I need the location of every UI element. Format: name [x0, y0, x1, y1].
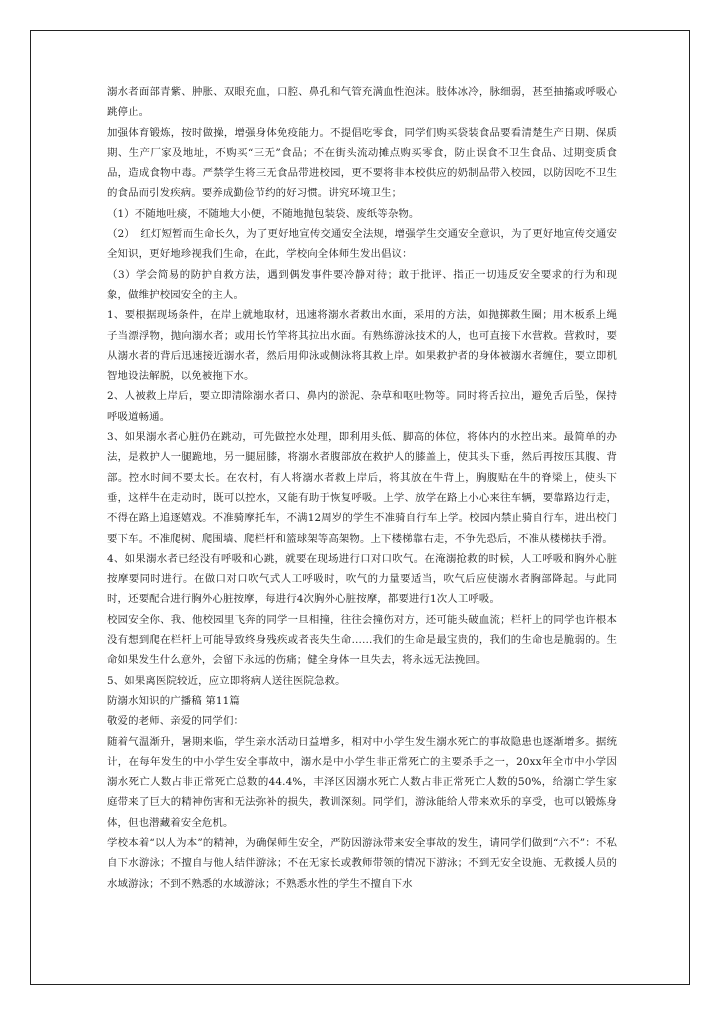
numbered-item: 5、如果离医院较近，应立即将病人送往医院急救。: [107, 674, 346, 687]
list-item: （2） 红灯短暂而生命长久，为了更好地宣传交通安全法规，增强学生交通安全意识，为了更好地宣传交通安全知识，更好地珍视我们生命，在此，学校向全体师生发出倡议：: [107, 228, 617, 261]
salutation: 敬爱的老师、亲爱的同学们：: [107, 715, 245, 728]
paragraph: 校园安全你、我、他校园里飞奔的同学一旦相撞，往往会撞伤对方，还可能头破血流；栏杆上的同学也许根本没有想到爬在栏杆上可能导致终身残疾或者丧失生命……我们的生命是最宝贵的，我们的生命也是脆弱的。生命如果发生什么意外，会留下永远的伤痛；健全身体一旦失去，将永远无法挽回。: [107, 613, 617, 667]
paragraph: 随着气温渐升，暑期来临，学生亲水活动日益增多，相对中小学生发生溺水死亡的事故隐患也逐渐增多。据统计，在每年发生的中小学生安全事故中，溺水是中小学生非正常死亡的主要杀手之一，20xx年全市中小学因溺水死亡人数占非正常死亡总数的44.4%，丰泽区因溺水死亡人数占非正常死亡人数的50%，给溺亡学生家庭带来了巨大的精神伤害和无法弥补的损失，教训深刻。同学们，游泳能给人带来欢乐的享受，也可以锻炼身体，但也潜藏着安全危机。: [107, 735, 617, 829]
list-item: （1）不随地吐痰，不随地大小便，不随地抛包装袋、废纸等杂物。: [107, 207, 420, 220]
paragraph: 学校本着“以人为本”的精神，为确保师生安全，严防因游泳带来安全事故的发生，请同学们做到“六不”：不私自下水游泳；不擅自与他人结伴游泳；不在无家长或教师带领的情况下游泳；不到无安全设施、无救援人员的水域游泳；不到不熟悉的水域游泳；不熟悉水性的学生不擅自下水: [107, 836, 617, 890]
numbered-item: 1、要根据现场条件，在岸上就地取材，迅速将溺水者救出水面，采用的方法，如抛掷救生圈；用木板系上绳子当漂浮物，抛向溺水者；或用长竹竿将其拉出水面。有熟练游泳技术的人，也可直接下水营救。营救时，要从溺水者的背后迅速接近溺水者，然后用仰泳或侧泳将其救上岸。如果救护者的身体被溺水者缠住，要立即机智地设法解脱，以免被拖下水。: [107, 309, 617, 383]
numbered-item: 3、如果溺水者心脏仍在跳动，可先做控水处理，即利用头低、脚高的体位，将体内的水控出来。最简单的办法，是救护人一腿跪地，另一腿屈膝，将溺水者腹部放在救护人的膝盖上，使其头下垂，然后再按压其腹、背部。控水时间不要太长。在农村，有人将溺水者救上岸后，将其放在牛背上，胸腹贴在牛的脊梁上，使头下垂，这样牛在走动时，既可以控水，又能有助于恢复呼吸。上学、放学在路上小心来往车辆，要靠路边行走，不得在路上追逐嬉戏。不准骑摩托车，不满12周岁的学生不准骑自行车上学。校园内禁止骑自行车，进出校门要下车。不准爬树、爬围墙、爬栏杆和篮球架等高架物。上下楼梯靠右走，不争先恐后，不准从楼梯扶手滑。: [107, 431, 617, 545]
section-title: 防溺水知识的广播稿 第11篇: [107, 694, 240, 707]
numbered-item: 2、人被救上岸后，要立即清除溺水者口、鼻内的淤泥、杂草和呕吐物等。同时将舌拉出，避免舌后坠，保持呼吸道畅通。: [107, 390, 617, 423]
paragraph: 溺水者面部青紫、肿胀、双眼充血，口腔、鼻孔和气管充满血性泡沫。肢体冰冷，脉细弱，甚至抽搐或呼吸心跳停止。: [107, 86, 617, 119]
document-body: [107, 82, 617, 894]
numbered-item: 4、如果溺水者已经没有呼吸和心跳，就要在现场进行口对口吹气。在淹溺抢救的时候，人工呼吸和胸外心脏按摩要同时进行。在做口对口吹气式人工呼吸时，吹气的力量要适当，吹气后应使溺水者胸部降起。与此同时，还要配合进行胸外心脏按摩，每进行4次胸外心脏按摩，都要进行1次人工呼吸。: [107, 552, 617, 606]
paragraph: 加强体育锻炼，按时做操，增强身体免疫能力。不提倡吃零食，同学们购买袋装食品要看清楚生产日期、保质期、生产厂家及地址，不购买“三无”食品；不在街头流动摊点购买零食，防止误食不卫生食品、过期变质食品，造成食物中毒。严禁学生将三无食品带进校园，更不要将非本校供应的奶制品带入校园，以防因吃不卫生的食品而引发疾病。要养成勤俭节约的好习惯。讲究环境卫生；: [107, 126, 617, 200]
list-item: （3）学会简易的防护自救方法，遇到偶发事件要冷静对待；敢于批评、指正一切违反安全要求的行为和现象，做维护校园安全的主人。: [107, 268, 617, 301]
